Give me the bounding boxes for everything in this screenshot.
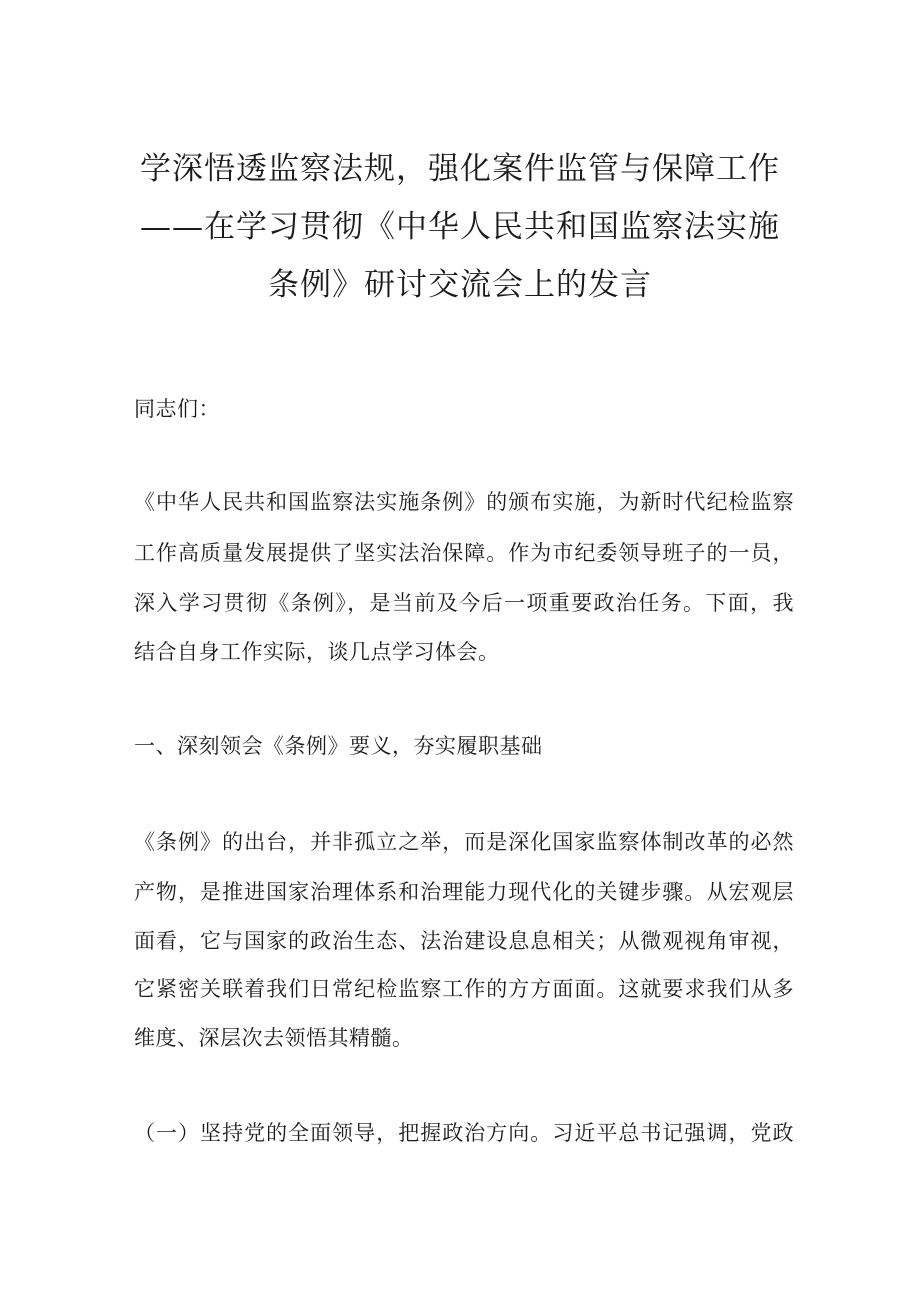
paragraph-2-line-3: 面看，它与国家的政治生态、法治建设息息相关；从微观视角审视，: [134, 929, 794, 953]
document-title: 学深悟透监察法规，强化案件监管与保障工作——在学习贯彻《中华人民共和国监察法实施条例》研讨交流会上的发言: [140, 151, 780, 303]
section-heading-1: 一、深刻领会《条例》要义，夯实履职基础: [134, 734, 543, 758]
greeting: 同志们：: [134, 397, 220, 421]
paragraph-1-line-1: 《中华人民共和国监察法实施条例》的颁布实施，为新时代纪检监察: [134, 490, 794, 514]
paragraph-1-line-4: 结合自身工作实际，谈几点学习体会。: [134, 640, 500, 664]
paragraph-2-line-5: 维度、深层次去领悟其精髓。: [134, 1026, 414, 1050]
paragraph-2-line-1: 《条例》的出台，并非孤立之举，而是深化国家监察体制改革的必然: [134, 830, 794, 854]
paragraph-1-line-3: 深入学习贯彻《条例》，是当前及今后一项重要政治任务。下面，我: [134, 591, 794, 615]
paragraph-3-line-1: （一）坚持党的全面领导，把握政治方向。习近平总书记强调，党政: [134, 1121, 794, 1145]
paragraph-1-line-2: 工作高质量发展提供了坚实法治保障。作为市纪委领导班子的一员，: [134, 541, 794, 565]
paragraph-2-line-4: 它紧密关联着我们日常纪检监察工作的方方面面。这就要求我们从多: [134, 977, 794, 1001]
paragraph-2-line-2: 产物，是推进国家治理体系和治理能力现代化的关键步骤。从宏观层: [134, 880, 794, 904]
